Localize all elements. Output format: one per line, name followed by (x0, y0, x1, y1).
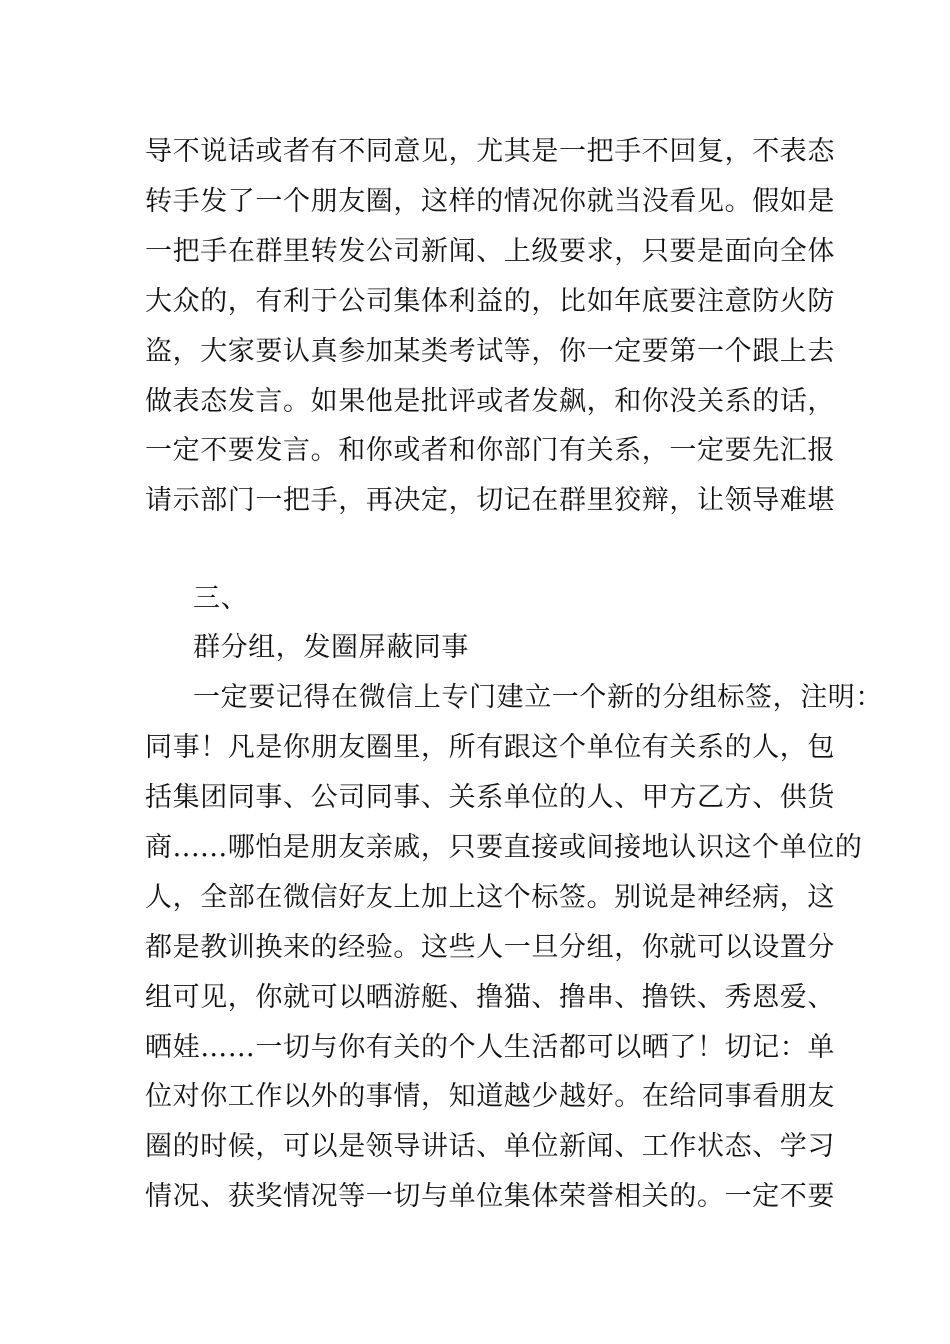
body-text-line: 晒娃……一切与你有关的个人生活都可以晒了！切记：单 (145, 1032, 835, 1063)
body-text-line: 转手发了一个朋友圈，这样的情况你就当没看见。假如是 (145, 186, 835, 217)
body-text-line: 一定不要发言。和你或者和你部门有关系，一定要先汇报 (145, 435, 835, 466)
body-text-line: 位对你工作以外的事情，知道越少越好。在给同事看朋友 (145, 1081, 835, 1112)
body-text-line: 商......哪怕是朋友亲戚，只要直接或间接地认识这个单位的 (145, 832, 863, 863)
body-text-line: 一定要记得在微信上专门建立一个新的分组标签，注明： (193, 682, 883, 713)
body-text-line: 导不说话或者有不同意见，尤其是一把手不回复，不表态 (145, 136, 835, 167)
body-text-line: 一把手在群里转发公司新闻、上级要求，只要是面向全体 (145, 236, 835, 267)
section-title: 群分组，发圈屏蔽同事 (193, 632, 469, 663)
body-text-line: 括集团同事、公司同事、关系单位的人、甲方乙方、供货 (145, 782, 835, 813)
body-text-line: 情况、获奖情况等一切与单位集体荣誉相关的。一定不要 (145, 1181, 835, 1212)
section-number: 三、 (193, 583, 249, 614)
body-text-line: 人，全部在微信好友上加上这个标签。别说是神经病，这 (145, 882, 835, 913)
body-text-line: 组可见，你就可以晒游艇、撸猫、撸串、撸铁、秀恩爱、 (145, 982, 835, 1013)
body-text-line: 都是教训换来的经验。这些人一旦分组，你就可以设置分 (145, 932, 835, 963)
body-text-line: 盗，大家要认真参加某类考试等，你一定要第一个跟上去 (145, 336, 835, 367)
body-text-line: 做表态发言。如果他是批评或者发飙，和你没关系的话， (145, 386, 835, 417)
body-text-line: 请示部门一把手，再决定，切记在群里狡辩，让领导难堪 (145, 485, 835, 516)
body-text-line: 大众的，有利于公司集体利益的，比如年底要注意防火防 (145, 286, 835, 317)
body-text-line: 同事！凡是你朋友圈里，所有跟这个单位有关系的人，包 (145, 732, 835, 763)
body-text-line: 圈的时候，可以是领导讲话、单位新闻、工作状态、学习 (145, 1131, 835, 1162)
